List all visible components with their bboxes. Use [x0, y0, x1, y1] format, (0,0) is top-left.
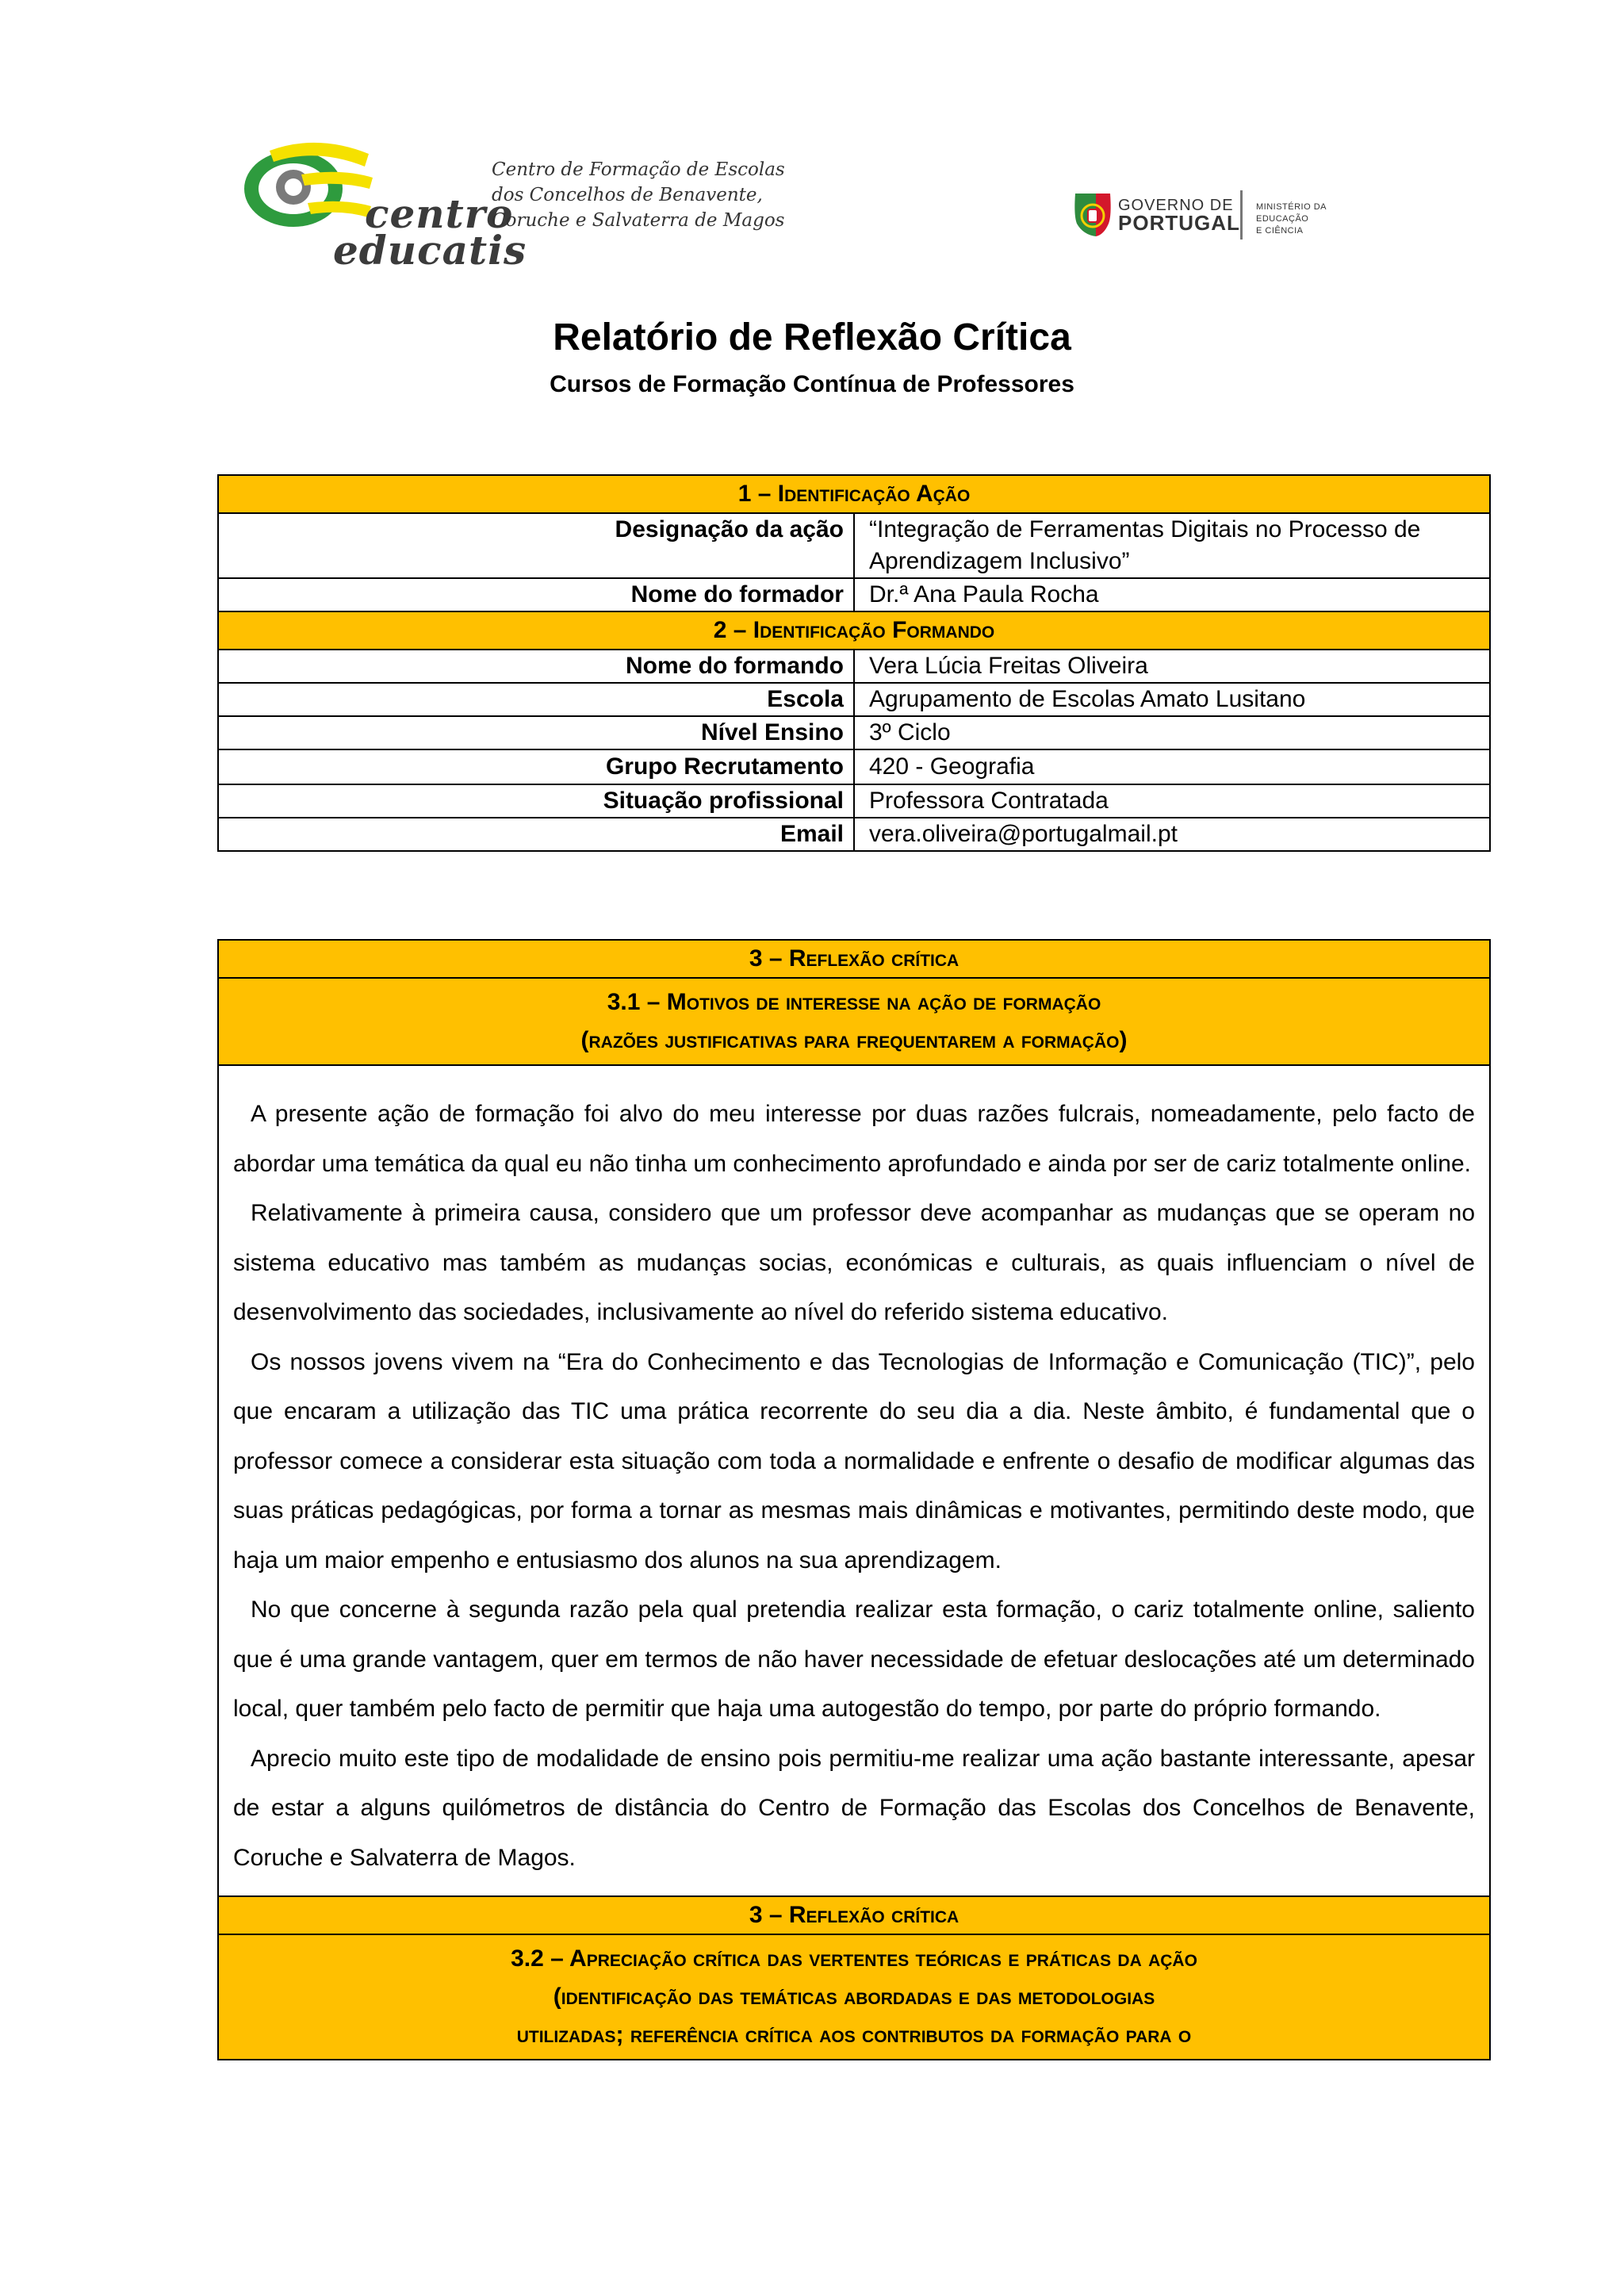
section3-2-note: (identificação das temáticas abordadas e das metodologias	[553, 1984, 1155, 2010]
document-subtitle: Cursos de Formação Contínua de Professores	[550, 371, 1074, 397]
section3-heading-repeat: 3 – Reflexão crítica	[218, 1896, 1490, 1934]
field-label: Designação da ação	[218, 513, 854, 578]
table-row	[218, 749, 1490, 784]
logo-tagline-line: Coruche e Salvaterra de Magos	[492, 210, 785, 231]
field-value: Dr.ª Ana Paula Rocha	[854, 578, 1490, 611]
logo-word-educatis: educatis	[333, 227, 527, 274]
logo-tagline	[492, 157, 785, 233]
section3-heading: 3 – Reflexão crítica	[218, 940, 1490, 978]
field-value: vera.oliveira@portugalmail.pt	[854, 818, 1490, 851]
governo-portugal-logo	[1072, 187, 1373, 243]
logo-divider	[1240, 190, 1243, 240]
field-label: Email	[218, 818, 854, 851]
field-value: 420 - Geografia	[854, 749, 1490, 784]
field-label: Situação profissional	[218, 784, 854, 818]
section3-1-title: 3.1 – Motivos de interesse na ação de formação	[607, 989, 1101, 1015]
section3-1-note: (razões justificativas para frequentarem a formação)	[580, 1027, 1128, 1053]
field-label: Nível Ensino	[218, 716, 854, 749]
table-row	[218, 578, 1490, 611]
field-label: Nome do formando	[218, 650, 854, 683]
field-value: 3º Ciclo	[854, 716, 1490, 749]
paragraph: A presente ação de formação foi alvo do meu interesse por duas razões fulcrais, nomeadamente, pelo facto de abordar uma temática da qual eu não tinha um conhecimento aprofundado e ainda por ser de cariz totalmente online.	[233, 1101, 1475, 1177]
table-row	[218, 650, 1490, 683]
ministry-line: MINISTÉRIO DA EDUCAÇÃO	[1256, 202, 1327, 224]
table-row	[218, 513, 1490, 578]
section3-1-heading	[218, 978, 1490, 1065]
governo-text	[1118, 197, 1240, 235]
section1-heading: 1 – Identificação Ação	[218, 475, 1490, 513]
ministry-text	[1256, 201, 1373, 237]
table-row	[218, 784, 1490, 818]
field-value: Vera Lúcia Freitas Oliveira	[854, 650, 1490, 683]
section3-2-heading	[218, 1934, 1490, 2060]
portugal-emblem-icon	[1072, 189, 1113, 241]
field-value: Agrupamento de Escolas Amato Lusitano	[854, 683, 1490, 716]
field-label: Nome do formador	[218, 578, 854, 611]
governo-line2: PORTUGAL	[1118, 211, 1240, 235]
reflection-body	[218, 1065, 1490, 1896]
reflection-table	[217, 939, 1491, 2060]
document-title: Relatório de Reflexão Crítica	[553, 316, 1071, 358]
identification-table	[217, 474, 1491, 852]
section3-2-title: 3.2 – Apreciação crítica das vertentes teóricas e práticas da ação	[511, 1945, 1197, 1972]
paragraph: Relativamente à primeira causa, considero que um professor deve acompanhar as mudanças que se operam no sistema educativo mas também as mudanças socias, económicas e culturais, as quais influenciam o nível de desenvolvimento das sociedades, inclusivamente ao nível do referido sistema educativo.	[233, 1200, 1475, 1325]
table-row	[218, 683, 1490, 716]
table-row	[218, 818, 1490, 851]
paragraph: No que concerne à segunda razão pela qual pretendia realizar esta formação, o cariz totalmente online, saliento que é uma grande vantagem, quer em termos de não haver necessidade de efetuar deslocações até um determinado local, quer também pelo facto de permitir que haja uma autogestão do tempo, por parte do próprio formando.	[233, 1596, 1475, 1722]
logo-word-centro: centro	[365, 190, 514, 237]
field-label: Escola	[218, 683, 854, 716]
logo-tagline-line: Centro de Formação de Escolas	[492, 159, 785, 180]
paragraph: Aprecio muito este tipo de modalidade de ensino pois permitiu-me realizar uma ação bastante interessante, apesar de estar a alguns quilómetros de distância do Centro de Formação das Escolas dos Concelhos de Benavente, Coruche e Salvaterra de Magos.	[233, 1745, 1475, 1871]
paragraph: Os nossos jovens vivem na “Era do Conhecimento e das Tecnologias de Informação e Comunicação (TIC)”, pelo que encaram a utilização das TIC uma prática recorrente do seu dia a dia. Neste âmbito, é fundamental que o professor comece a considerar esta situação com toda a normalidade e enfrente o desafio de modificar algumas das suas práticas pedagógicas, por forma a tornar as mesmas mais dinâmicas e motivantes, permitindo deste modo, que haja um maior empenho e entusiasmo dos alunos na sua aprendizagem.	[233, 1348, 1475, 1573]
section2-heading: 2 – Identificação Formando	[218, 611, 1490, 650]
ministry-line: E CIÊNCIA	[1256, 226, 1304, 236]
section3-2-note: utilizadas; referência crítica aos contributos da formação para o	[516, 2022, 1192, 2048]
table-row	[218, 716, 1490, 749]
field-value: “Integração de Ferramentas Digitais no Processo de Aprendizagem Inclusivo”	[854, 513, 1490, 578]
centro-educatis-logo	[238, 133, 785, 274]
field-value: Professora Contratada	[854, 784, 1490, 818]
field-label: Grupo Recrutamento	[218, 749, 854, 784]
governo-line1: GOVERNO DE	[1118, 197, 1234, 214]
logo-tagline-line: dos Concelhos de Benavente,	[492, 185, 763, 205]
